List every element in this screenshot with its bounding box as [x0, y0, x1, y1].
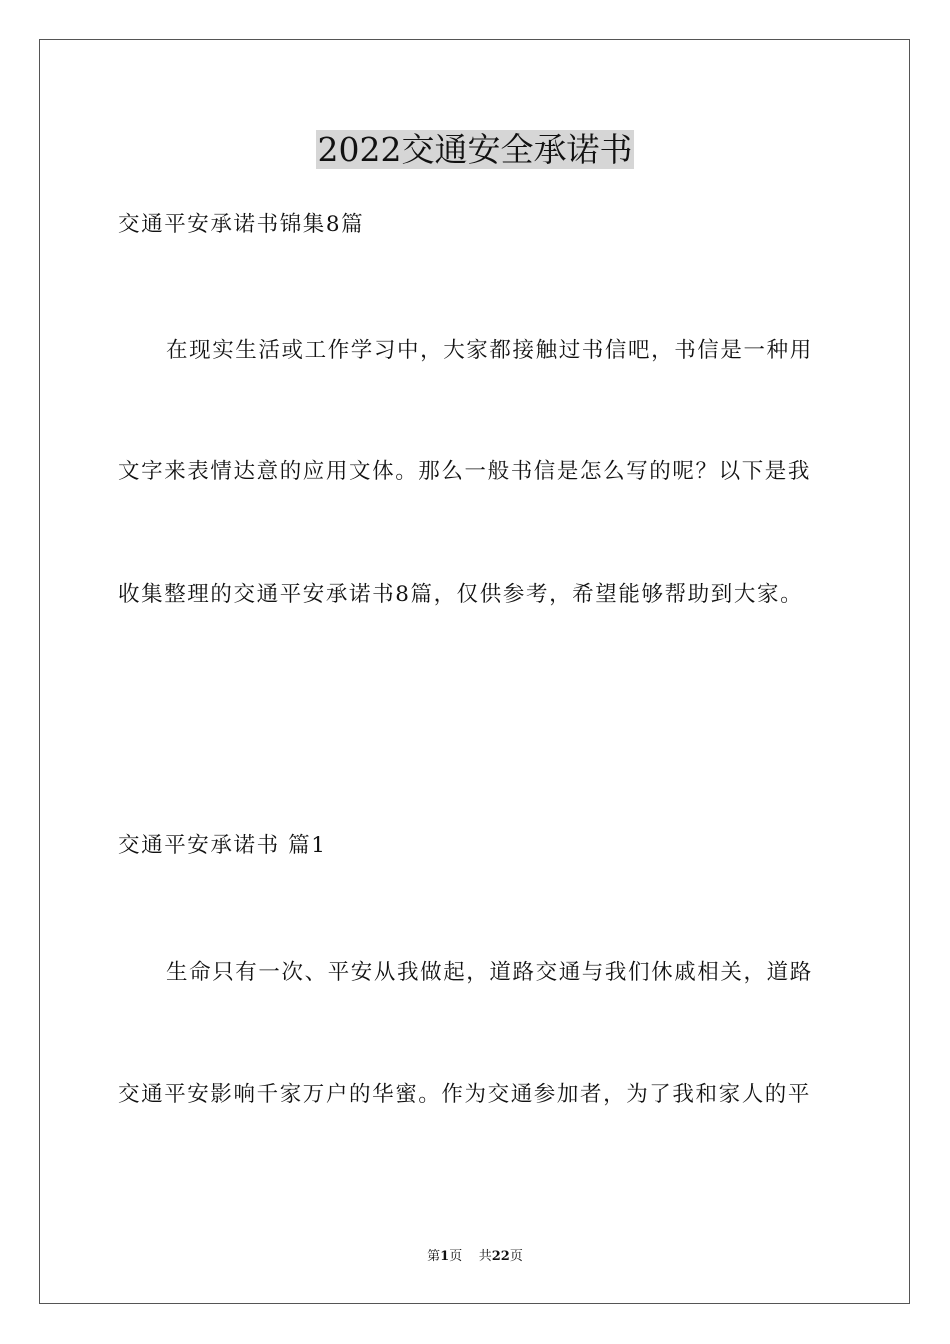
intro-line-2: 文字来表情达意的应用文体。那么一般书信是怎么写的呢？以下是我 [118, 459, 812, 484]
footer-page-number: 1 [440, 1249, 450, 1264]
section-line-1: 生命只有一次、平安从我做起，道路交通与我们休戚相关，道路 [166, 960, 813, 985]
footer-total-suffix: 页 [509, 1249, 523, 1264]
footer-total-prefix: 共 [478, 1249, 492, 1264]
document-title [0, 128, 950, 172]
footer-total-pages: 22 [491, 1249, 510, 1264]
document-title-text: 2022交通安全承诺书 [317, 130, 633, 169]
document-subtitle: 交通平安承诺书锦集8篇 [118, 212, 365, 237]
footer-page-suffix: 页 [449, 1249, 463, 1264]
section-line-2: 交通平安影响千家万户的华蜜。作为交通参加者，为了我和家人的平 [118, 1082, 812, 1107]
intro-line-3: 收集整理的交通平安承诺书8篇，仅供参考，希望能够帮助到大家。 [118, 582, 804, 607]
intro-line-1: 在现实生活或工作学习中，大家都接触过书信吧，书信是一种用 [166, 338, 813, 363]
page-footer [0, 1248, 950, 1266]
footer-page-prefix: 第 [427, 1249, 441, 1264]
section-heading: 交通平安承诺书 篇1 [118, 833, 327, 858]
